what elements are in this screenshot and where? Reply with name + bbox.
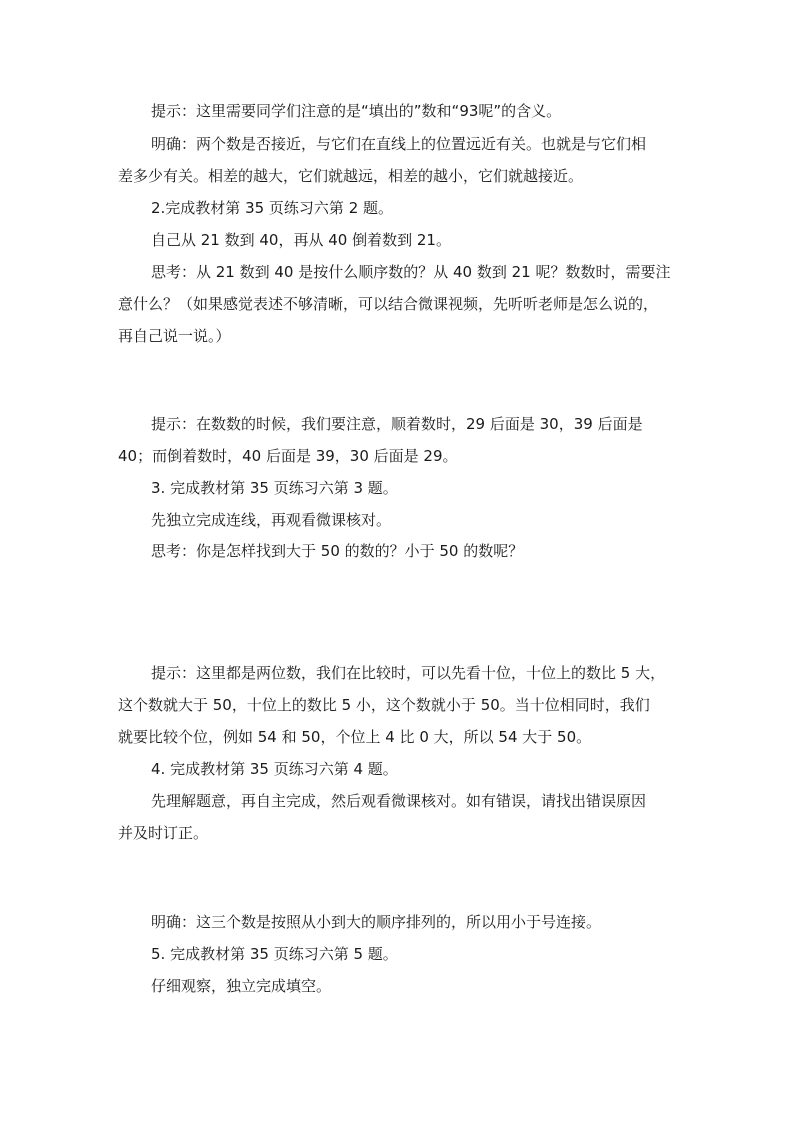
- clarify-line-1: 明确：两个数是否接近，与它们在直线上的位置远近有关。也就是与它们相: [151, 135, 647, 153]
- task-4-instruction-1: 先理解题意，再自主完成，然后观看微课核对。如有错误，请找出错误原因: [151, 792, 647, 810]
- think-line-3: 再自己说一说。）: [118, 327, 231, 345]
- hint-compare-line-2: 这个数就大于 50，十位上的数比 5 小，这个数就小于 50。当十位相同时，我们: [118, 696, 650, 714]
- think-compare-50: 思考：你是怎样找到大于 50 的数的？小于 50 的数呢？: [151, 542, 524, 560]
- task-4-instruction-2: 并及时订正。: [118, 824, 209, 842]
- clarify-line-2: 差多少有关。相差的越大，它们就越远，相差的越小，它们就越接近。: [118, 167, 584, 185]
- think-line-1: 思考：从 21 数到 40 是按什么顺序数的？从 40 数到 21 呢？数数时，需要注: [151, 263, 671, 281]
- hint-counting-line-2: 40；而倒着数时，40 后面是 39，30 后面是 29。: [118, 447, 458, 465]
- hint-counting-line-1: 提示：在数数的时候，我们要注意，顺着数时，29 后面是 30，39 后面是: [151, 415, 643, 433]
- task-4-heading: 4. 完成教材第 35 页练习六第 4 题。: [151, 760, 398, 778]
- think-line-2: 意什么？（如果感觉表述不够清晰，可以结合微课视频，先听听老师是怎么说的，: [118, 295, 659, 313]
- task-3-heading: 3. 完成教材第 35 页练习六第 3 题。: [151, 479, 398, 497]
- task-2-instruction: 自己从 21 数到 40，再从 40 倒着数到 21。: [151, 231, 451, 249]
- hint-line-93: 提示：这里需要同学们注意的是“填出的”数和“93呢”的含义。: [151, 102, 562, 120]
- clarify-order-line: 明确：这三个数是按照从小到大的顺序排列的，所以用小于号连接。: [151, 913, 602, 931]
- task-5-instruction: 仔细观察，独立完成填空。: [151, 977, 332, 995]
- task-3-instruction: 先独立完成连线，再观看微课核对。: [151, 511, 392, 529]
- task-2-heading: 2.完成教材第 35 页练习六第 2 题。: [151, 199, 394, 217]
- hint-compare-line-1: 提示：这里都是两位数，我们在比较时，可以先看十位，十位上的数比 5 大，: [151, 664, 666, 682]
- task-5-heading: 5. 完成教材第 35 页练习六第 5 题。: [151, 945, 398, 963]
- hint-compare-line-3: 就要比较个位，例如 54 和 50，个位上 4 比 0 大，所以 54 大于 50。: [118, 728, 592, 746]
